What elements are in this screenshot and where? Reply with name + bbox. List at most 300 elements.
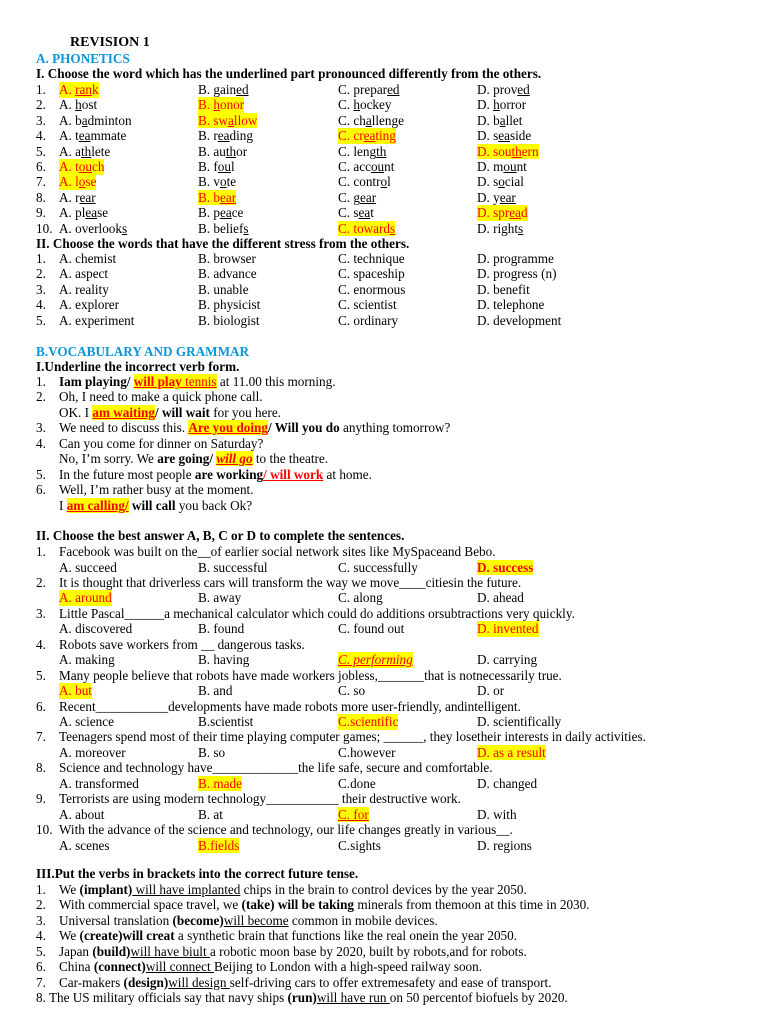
text: minerals from themoon at this time in 2030.	[354, 897, 590, 913]
question-text: Little Pascal______a mechanical calculator which could do additions orsubtractions very quickly.	[59, 605, 575, 621]
underlined-part: s	[122, 220, 128, 236]
item-number: 4.	[36, 636, 46, 652]
question-text: It is thought that driverless cars will transform the way we move____citiesin the future.	[59, 574, 522, 590]
option-a: A. discovered	[59, 621, 133, 637]
option-d: D. programme	[477, 251, 554, 266]
underlined-part: ea	[219, 205, 232, 221]
verb-prompt: (connect)	[93, 959, 146, 975]
option-text: D. b	[477, 112, 500, 128]
underlined-part: h	[75, 97, 82, 113]
text: In the future most people	[59, 467, 195, 482]
underlined-part: ed	[387, 82, 400, 97]
option-a-answer: A. around	[59, 590, 112, 606]
option-a: A. reality	[59, 281, 109, 297]
option-d	[477, 159, 527, 175]
option-a	[59, 113, 132, 129]
option-a	[59, 205, 108, 221]
option-a: A. succeed	[59, 559, 117, 575]
option-d-answer: D. as a result	[477, 744, 546, 760]
answer: will have implanted	[132, 882, 241, 897]
underlined-part: a	[365, 112, 372, 128]
option-text: B. b	[198, 189, 220, 205]
sentence	[59, 959, 482, 975]
option-c: C. technique	[338, 251, 405, 266]
item-number: 3.	[36, 605, 46, 621]
text: I	[59, 498, 67, 513]
option-text: C. contr	[338, 174, 381, 190]
option-c: C. found out	[338, 621, 405, 637]
stress-heading: II. Choose the words that have the different stress from the others.	[36, 236, 410, 251]
item-number: 4.	[36, 297, 46, 313]
option-text: se	[97, 205, 109, 221]
answer: will have run	[316, 990, 390, 1005]
option-text: or	[236, 143, 248, 159]
option-d-answer: D. invented	[477, 621, 539, 637]
text: self-driving cars to offer extremesafety and ease of transport.	[229, 974, 552, 990]
item-number: 5.	[36, 467, 46, 482]
option-text: D. m	[477, 159, 504, 174]
option-b: B. advance	[198, 266, 257, 282]
option-text: B.	[198, 97, 214, 113]
verbs-heading: I.Underline the incorrect verb form.	[36, 359, 240, 374]
incorrect-form: am waiting	[92, 405, 155, 420]
text: Oh, I need to make a quick phone call.	[59, 389, 263, 404]
item-number: 4.	[36, 128, 46, 144]
underlined-part: h	[493, 97, 500, 113]
option-text: D. sou	[477, 143, 512, 159]
option-text: llenge	[371, 112, 404, 128]
item-number: 2.	[36, 97, 46, 113]
option-a: A. chemist	[59, 251, 117, 266]
answer: will design	[168, 974, 230, 990]
option-d: D. progress (n)	[477, 266, 557, 282]
option-text: orror	[499, 97, 527, 113]
option-d: D. telephone	[477, 297, 545, 313]
item-number: 7.	[36, 174, 46, 190]
item-number: 2.	[36, 266, 46, 282]
option-text: C.	[338, 97, 354, 113]
option-text: A. r	[59, 189, 80, 205]
option-b: B. at	[198, 806, 223, 822]
option-c	[338, 82, 400, 98]
sentence	[59, 913, 438, 929]
underlined-part: o	[78, 174, 86, 190]
option-c-answer: C. performing	[338, 652, 413, 668]
option-c	[338, 144, 386, 160]
option-c: C.however	[338, 744, 396, 760]
item-number: 3.	[36, 281, 46, 297]
text: Universal translation	[59, 912, 173, 928]
option-d	[477, 221, 523, 237]
option-text: B. belief	[198, 220, 244, 236]
item-number: 6.	[36, 698, 46, 714]
item-number: 1.	[36, 374, 46, 389]
incorrect-form: will play	[133, 374, 182, 389]
option-text: C. cr	[338, 128, 364, 144]
option-a: A. making	[59, 652, 115, 668]
option-d: D. scientifically	[477, 714, 562, 729]
option-b: B. found	[198, 621, 245, 637]
option-b	[198, 174, 236, 190]
option-b-answer	[198, 97, 244, 113]
option-d-answer	[477, 205, 528, 221]
option-text: C. ch	[338, 112, 366, 128]
option-text: D. y	[477, 189, 500, 205]
verb-prompt: (design)	[123, 974, 169, 990]
option-a	[59, 190, 96, 206]
underlined-part: ea	[509, 205, 521, 221]
option-a: A. moreover	[59, 744, 126, 760]
item-number: 2.	[36, 897, 46, 913]
option-text: nt	[516, 159, 527, 174]
option-a-answer	[59, 82, 99, 98]
underlined-part: th	[225, 143, 237, 159]
text: anything tomorrow?	[339, 420, 451, 435]
option-c-answer	[338, 128, 396, 144]
option-c: C. scientist	[338, 297, 397, 313]
option-c: C. along	[338, 590, 383, 606]
option-text: onor	[219, 97, 245, 113]
underlined-part: o	[380, 174, 388, 190]
text: No, I’m sorry. We	[59, 451, 158, 466]
option-d-answer: D. success	[477, 559, 534, 575]
option-text: D. spr	[477, 205, 510, 221]
section-phonetics: A. PHONETICS	[36, 51, 130, 66]
text: China	[59, 959, 94, 975]
option-c	[338, 97, 391, 113]
mc-heading: II. Choose the best answer A, B, C or D to complete the sentences.	[36, 528, 405, 543]
incorrect-form: Are you doing	[188, 420, 268, 435]
question-text: Robots save workers from __ dangerous tasks.	[59, 636, 305, 652]
option-d-answer	[477, 144, 539, 160]
underlined-part: ea	[363, 128, 376, 144]
text: common in mobile devices.	[288, 912, 438, 928]
option-c-answer: C.scientific	[338, 714, 399, 729]
verb-prompt: (create)	[79, 928, 123, 944]
option-d	[477, 82, 530, 98]
underlined-part: ou	[217, 159, 231, 174]
item-number: 1.	[36, 82, 46, 97]
option-c	[338, 190, 376, 206]
underlined-part: ou	[503, 159, 517, 174]
option-text: dminton	[87, 112, 132, 128]
option-text: l	[230, 159, 235, 174]
option-b	[198, 144, 247, 160]
text: at home.	[323, 467, 372, 482]
option-b: B. browser	[198, 251, 256, 266]
underlined-part: o	[498, 174, 505, 190]
item-number: 1.	[36, 544, 46, 559]
text: OK. I	[59, 405, 93, 420]
underlined-part: ed	[517, 82, 530, 97]
option-text: l	[387, 174, 391, 190]
text: We need to discuss this.	[59, 420, 189, 435]
option-text: C. toward	[338, 220, 391, 236]
underlined-part: ear	[359, 189, 377, 205]
option-text: side	[509, 128, 532, 144]
question-text: Facebook was built on the__of earlier social network sites like MySpaceand Bebo.	[59, 544, 496, 559]
question-text: Science and technology have_____________the life safe, secure and comfortable.	[59, 760, 493, 776]
item-number: 5.	[36, 312, 46, 328]
verb-prompt: (implant)	[79, 882, 133, 897]
item-number: 3.	[36, 112, 46, 128]
underlined-part: ear	[79, 189, 96, 205]
option-b	[198, 82, 249, 98]
option-d	[477, 190, 516, 206]
option-text: A. t	[59, 128, 79, 144]
verb-prompt: (run)	[287, 990, 317, 1005]
option-c	[338, 174, 391, 190]
item-number: 10.	[36, 822, 53, 838]
sentence	[59, 944, 527, 960]
item-number: 5.	[36, 143, 46, 159]
item-number: 2.	[36, 389, 46, 404]
section-vocab: B.VOCABULARY AND GRAMMAR	[36, 344, 250, 359]
question-text: Many people believe that robots have made workers jobless,_______that is notnecessarily true.	[59, 667, 562, 683]
option-text: nt	[384, 159, 395, 174]
option-text: mmate	[90, 128, 127, 144]
option-c: C. so	[338, 683, 366, 699]
option-d	[477, 174, 524, 190]
underlined-part: h	[353, 97, 360, 113]
option-b: B. away	[198, 590, 242, 606]
option: are working	[194, 467, 264, 482]
option-text: C. acc	[338, 159, 371, 174]
text: We	[59, 882, 80, 897]
option-d: D. ahead	[477, 590, 524, 606]
option-text: A.	[59, 97, 76, 113]
option: / Will you do	[267, 420, 340, 435]
item-number: 7.	[36, 729, 46, 745]
option-text: llet	[505, 112, 523, 128]
underlined-part: ou	[78, 159, 92, 174]
option-text: A.	[59, 82, 76, 97]
option-d: D. development	[477, 312, 562, 328]
option-text: D. prov	[477, 82, 518, 97]
answer: will creat	[122, 928, 175, 944]
option-text: cial	[504, 174, 524, 190]
option-b	[198, 221, 249, 237]
underlined-part: ear	[219, 189, 237, 205]
text: Well, I’m rather busy at the moment.	[59, 482, 254, 497]
option-a: A. about	[59, 806, 105, 822]
option-text: B. r	[198, 128, 218, 144]
option-b-answer: B. made	[198, 775, 242, 791]
option-text: se	[85, 174, 97, 190]
item-number: 4.	[36, 928, 46, 944]
text: Can you come for dinner on Saturday?	[59, 436, 264, 451]
option-c: C. spaceship	[338, 266, 405, 282]
option-c: C. enormous	[338, 281, 406, 297]
option-a-answer: A. but	[59, 683, 92, 699]
item-number: 2.	[36, 574, 46, 590]
text: Beijing to London with a high-speed railway soon.	[213, 959, 483, 975]
item-number: 1.	[36, 251, 46, 266]
sentence	[59, 882, 527, 898]
option-d	[477, 128, 531, 144]
option: am playing/	[64, 374, 131, 389]
underlined-part: ear	[499, 189, 516, 205]
option-b: B. biologist	[198, 312, 260, 328]
option-c	[338, 113, 404, 129]
option-text: C. prepar	[338, 82, 388, 97]
answer: will become	[223, 912, 289, 928]
option-text: B. p	[198, 205, 220, 221]
option-b: B. so	[198, 744, 226, 760]
text: 8. The US military officials say that navy ships	[36, 990, 288, 1005]
text: a robotic moon base by 2020, built by robots,and for robots.	[209, 943, 527, 959]
item-number: 10.	[36, 220, 53, 236]
text: you back Ok?	[175, 498, 253, 513]
option-text: llow	[233, 112, 258, 128]
underlined-part: th	[376, 143, 387, 159]
option-c: C. successfully	[338, 559, 418, 575]
text: to the theatre.	[252, 451, 329, 466]
item-number: 9.	[36, 205, 46, 221]
item-number: 8.	[36, 760, 46, 776]
option-d	[477, 97, 526, 113]
option-c: C. ordinary	[338, 312, 399, 328]
underlined-part: th	[511, 143, 522, 159]
option-b-answer	[198, 113, 257, 129]
underlined-part: ea	[217, 128, 230, 144]
option-text: D. s	[477, 128, 499, 144]
option-a	[59, 221, 127, 237]
option-text: k	[91, 82, 99, 97]
option-text: A. b	[59, 112, 82, 128]
option-b	[198, 205, 243, 221]
option-a: A. scenes	[59, 837, 110, 853]
option-text: t	[370, 205, 374, 221]
text: at 11.00 this morning.	[216, 374, 336, 389]
option-d: D. benefit	[477, 281, 530, 297]
item-number: 3.	[36, 420, 46, 435]
verb-prompt: (take)	[241, 897, 275, 913]
answer: will have biult	[130, 943, 210, 959]
question-text: With the advance of the science and technology, our life changes greatly in various__.	[59, 822, 513, 838]
question-text: Terrorists are using modern technology___________ their destructive work.	[59, 791, 461, 807]
option-d: D. carrying	[477, 652, 538, 668]
underlined-part: ea	[498, 128, 510, 144]
underlined-part: ou	[370, 159, 385, 174]
option-text: ost	[81, 97, 98, 113]
text: I	[59, 374, 65, 389]
option-text: A. pl	[59, 205, 86, 221]
option-a-answer	[59, 159, 104, 175]
option-a: A. aspect	[59, 266, 109, 282]
underlined-part: o	[219, 174, 227, 190]
option-text: ch	[91, 159, 105, 174]
verb-prompt: (become)	[172, 912, 224, 928]
verb-prompt: (build)	[92, 943, 131, 959]
item-number: 6.	[36, 959, 46, 975]
page-title: REVISION 1	[70, 35, 150, 50]
text: With commercial space travel, we	[59, 897, 242, 913]
option-d: D. with	[477, 806, 517, 822]
option-text: B. au	[198, 143, 226, 159]
option-c-answer	[338, 221, 395, 237]
option-b: B. and	[198, 683, 233, 699]
future-heading: III.Put the verbs in brackets into the correct future tense.	[36, 866, 359, 881]
underlined-part: h	[213, 97, 220, 113]
text: chips in the brain to control devices by the year 2050.	[240, 882, 527, 897]
option-text: B. v	[198, 174, 220, 190]
option-a: A. experiment	[59, 312, 135, 328]
option-text: B. f	[198, 159, 218, 174]
item-number: 1.	[36, 882, 46, 897]
option-a: A. science	[59, 714, 114, 729]
underlined-part: s	[518, 220, 524, 236]
item-number: 6.	[36, 482, 46, 497]
option-text: d	[520, 205, 528, 221]
option-a	[59, 128, 126, 144]
option-b-answer: B.fields	[198, 837, 240, 853]
option-text: D.	[477, 97, 494, 113]
option-d: D. regions	[477, 837, 532, 853]
option-b	[198, 128, 253, 144]
option-c-answer: C. for	[338, 806, 369, 822]
option-b: B.scientist	[198, 714, 254, 729]
sentence	[59, 897, 590, 913]
phonetics-heading: I. Choose the word which has the underlined part pronounced differently from the others.	[36, 66, 542, 81]
underlined-part: s	[390, 220, 396, 236]
option-text: te	[226, 174, 237, 190]
text: tennis	[181, 374, 217, 389]
option-text: A. overlook	[59, 220, 122, 236]
option-c	[338, 205, 374, 221]
option-a: A. explorer	[59, 297, 120, 313]
item-number: 5.	[36, 943, 46, 959]
sentence	[59, 975, 551, 991]
underlined-part: s	[243, 220, 249, 236]
underlined-part: ea	[85, 205, 98, 221]
option-text: C. s	[338, 205, 359, 221]
option-a	[59, 144, 110, 160]
option-b: B. physicist	[198, 297, 261, 313]
underlined-part: ed	[236, 82, 249, 97]
question-text: Teenagers spend most of their time playing computer games; ______, they losetheir interests in daily activities.	[59, 729, 646, 745]
text: We	[59, 928, 80, 944]
incorrect-form: am calling/	[66, 498, 129, 513]
text: Japan	[59, 943, 93, 959]
option-text: C. g	[338, 189, 360, 205]
text: Car-makers	[59, 974, 124, 990]
option-text: D. s	[477, 174, 499, 190]
item-number: 8.	[36, 189, 46, 205]
option-c: C.done	[338, 775, 376, 791]
option-a: A. transformed	[59, 775, 139, 791]
answer: will connect	[145, 959, 214, 975]
option-d: D. changed	[477, 775, 538, 791]
option-text: B. gain	[198, 82, 237, 97]
question-text: Recent___________developments have made robots more user-friendly, andintelligent.	[59, 698, 521, 714]
answer: will be taking	[274, 897, 355, 913]
item-number: 6.	[36, 159, 46, 174]
option: / will wait	[154, 405, 210, 420]
option: will call	[128, 498, 176, 513]
option-b: B. unable	[198, 281, 249, 297]
underlined-part: ea	[358, 205, 371, 221]
option-text: C. leng	[338, 143, 377, 159]
option-a	[59, 97, 97, 113]
option-b-answer	[198, 190, 236, 206]
option-text: A. a	[59, 143, 81, 159]
incorrect-form: / will work	[263, 467, 324, 482]
option-text: ting	[375, 128, 396, 144]
item-number: 9.	[36, 791, 46, 807]
option-text: lete	[91, 143, 111, 159]
underlined-part: a	[499, 112, 506, 128]
